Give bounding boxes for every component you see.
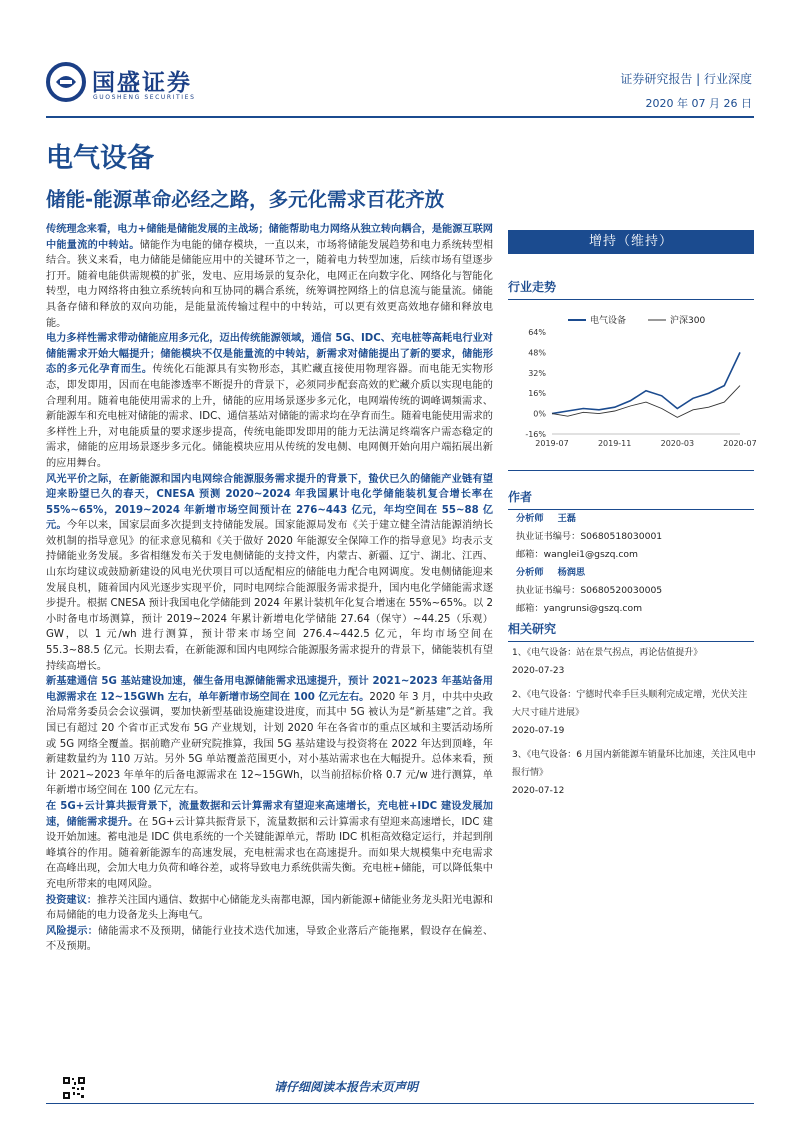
- author-name: 王磊: [557, 513, 576, 524]
- cert-label: 执业证书编号：: [516, 585, 581, 596]
- rating-badge: 增持（维持）: [508, 230, 754, 254]
- cert-number: S0680518030001: [580, 531, 663, 542]
- cert-number: S0680520030005: [580, 585, 663, 596]
- y-tick-label: 16%: [528, 389, 546, 399]
- body-paragraph: [46, 331, 493, 471]
- paragraph-lead: 传统理念来看，电力+储能是储能发展的主战场；储能帮助电力网络从独立转向耦合，是能源互联网中能量流的中转站。: [46, 224, 493, 251]
- author-email: [516, 600, 756, 618]
- related-item-title: 3、《电气设备：6 月国内新能源车销量环比加速，关注风电中报行情》: [512, 750, 756, 778]
- main-body: [46, 222, 493, 955]
- email-address: wanglei1@gszq.com: [543, 549, 638, 560]
- body-paragraph: [46, 674, 493, 799]
- related-item[interactable]: [512, 686, 756, 740]
- brand-name-en: GUOSHENG SECURITIES: [93, 94, 196, 101]
- industry-trend-chart: [508, 302, 758, 462]
- brand-name: 国盛证券: [92, 70, 192, 96]
- author-row: [516, 564, 756, 582]
- legend-label: 沪深300: [670, 316, 706, 326]
- email-label: 邮箱：: [516, 549, 544, 560]
- related-item-title: 2、《电气设备：宁德时代牵手巨头顺利完成定增，光伏关注大尺寸硅片进展》: [512, 690, 748, 718]
- paragraph-body: 在 5G+云计算共振背景下，流量数据和云计算需求有望迎来高速增长，IDC 建设开始加速。蓄电池是 IDC 供电系统的一个关键能源单元，帮助 IDC 机柜高效稳定运行，并起到削峰填谷的作用。随着新能源车的高速发展，充电桩需求也在高速提升。而如果大规模集中充电需求在高峰出现，会加大电力负荷和峰谷差，或将导致电力系统供需失衡。充电桩+储能，可以降低集中充电所带来的电网风险。: [46, 816, 493, 890]
- paragraph-lead: 投资建议：: [46, 894, 97, 906]
- author-role: 分析师: [516, 513, 544, 524]
- body-paragraph: [46, 472, 493, 675]
- chart-divider: [508, 470, 754, 471]
- paragraph-body: 今年以来，国家层面多次提到支持储能发展。国家能源局发布《关于建立健全清洁能源消纳长效机制的指导意见》的征求意见稿和《关于做好 2020 年能源安全保障工作的指导意见》均表示支持储能业务发展。多省相继发布关于发电侧储能的支持文件，内蒙古、新疆、辽宁、湖北、江西、山东均建议或鼓励新建设的风电光伏项目可以适配相应的储能电力配合电网调度。发电侧储能迎来发展良机，随着国内风光逐步实现平价，同时电网综合能源服务需求提升，国内电化学储能需求逐步提升。根据 CNESA 预计我国电化学储能到 2024 年累计装机年化复合增速在 55%~65%。以 2 小时备电市场测算，预计 2019~2024 年累计新增电化学储能 27.64（保守）~44.25（乐观）GW，以 1 元/wh 进行测算，预计带来市场空间 276.4~442.5 亿元，年均市场空间在 55.3~88.5 亿元。长期去看，在新能源和国内电网综合能源服务需求提升的背景下，储能装机有望持续高增长。: [46, 520, 494, 672]
- y-tick-label: 0%: [533, 409, 546, 419]
- paragraph-lead: 新基建通信 5G 基站建设加速，催生备用电源储能需求迅速提升，预计 2021~2023 年基站备用电源需求在 12~15GWh 左右，单年新增市场空间在 100 亿元左右。: [46, 676, 493, 703]
- related-title: 相关研究: [508, 620, 754, 642]
- legend-label: 电气设备: [590, 316, 627, 326]
- x-tick-label: 2019-07: [535, 439, 569, 448]
- email-label: 邮箱：: [516, 603, 544, 614]
- paragraph-lead: 在 5G+云计算共振背景下，流量数据和云计算需求有望迎来高速增长，充电桩+IDC 建设发展加速，储能需求提升。: [46, 800, 493, 828]
- author-email: [516, 546, 756, 564]
- x-tick-label: 2019-11: [597, 439, 632, 448]
- cert-label: 执业证书编号：: [516, 531, 581, 542]
- authors-title: 作者: [508, 488, 754, 510]
- author-cert: [516, 528, 756, 546]
- related-research: [512, 644, 756, 806]
- x-tick-label: 2020-03: [660, 439, 695, 448]
- paragraph-body: 储能作为电能的储存模块，一直以来，市场将储能发展趋势和电力系统转型相结合。狭义来看，电力储能是储能应用中的关键环节之一，随着电力转型加速，后续市场有望逐步打开。随着电能供需规模的扩张，发电、应用场景的复杂化，电网正在向数字化、网络化与智能化转型，电力网络将由独立系统转向和互协同的耦合系统，统筹调控网络上的信息流与能量流。储能具备存储和释放的双向功能，是能量流传输过程中的中转站，可以更有效更高效地存储和释放电能。: [46, 239, 494, 329]
- brand-logo: [46, 62, 246, 108]
- related-item-date: 2020-07-12: [512, 786, 565, 796]
- email-address: yangrunsi@gszq.com: [543, 603, 643, 614]
- footer-disclaimer: 请仔细阅读本报告末页声明: [274, 1080, 419, 1094]
- x-tick-label: 2020-07: [723, 439, 757, 448]
- qr-code-icon: [62, 1076, 86, 1100]
- body-paragraph: [46, 924, 493, 955]
- related-item-date: 2020-07-23: [512, 666, 565, 676]
- author-cert: [516, 582, 756, 600]
- author-name: 杨润思: [557, 567, 586, 578]
- report-meta: [620, 70, 752, 111]
- paragraph-lead: 风险提示：: [46, 925, 99, 937]
- body-paragraph: [46, 222, 493, 331]
- y-tick-label: 32%: [528, 368, 546, 378]
- author-row: [516, 510, 756, 528]
- sector-title: 电气设备: [46, 143, 154, 174]
- report-headline: 储能-能源革命必经之路，多元化需求百花齐放: [46, 188, 445, 211]
- authors-block: [516, 510, 756, 618]
- y-tick-label: -16%: [525, 430, 546, 439]
- related-item[interactable]: [512, 746, 756, 800]
- paragraph-body: 传统化石能源具有实物形态，其贮藏直接使用物理容器。而电能无实物形态，即发即用，因而在电能渗透率不断提升的背景下，必须同步配套高效的贮藏介质以实现电能的合理利用。随着电能使用需求的上升，储能的应用场景逐步多元化，电网端传统的调峰调频需求、新能源车和充电桩对储能的需求、IDC、通信基站对储能的需求均在孕育而生。随着电能使用需求的多样性上升，对电能质量的要求逐步提高，传统电能即发即用的能力无法满足终端客户需态稳定的需求，储能的应用场景逐步多元化。储能模块应用从传统的发电侧、电网侧开始向用户端拓展出新的应用舞台。: [46, 364, 494, 469]
- guosheng-logo-icon: [46, 62, 86, 102]
- report-type: 证券研究报告 | 行业深度: [620, 72, 752, 86]
- series-line-0: [552, 352, 740, 413]
- body-paragraph: [46, 893, 493, 924]
- y-tick-label: 64%: [528, 328, 546, 337]
- y-tick-label: 48%: [528, 348, 546, 358]
- paragraph-lead: 风光平价之际，在新能源和国内电网综合能源服务需求提升的背景下，蛰伏已久的储能产业链有望迎来盼望已久的春天，CNESA 预测 2020~2024 年我国累计电化学储能装机复合增长率在 55%~65%，2019~2024 年新增市场空间预计在 276~443 亿元，年均空间在 55~88 亿元。: [46, 473, 493, 532]
- report-date: 2020 年 07 月 26 日: [645, 97, 752, 110]
- related-item[interactable]: [512, 644, 756, 680]
- paragraph-lead: 电力多样性需求带动储能应用多元化，迈出传统能源领域，通信 5G、IDC、充电桩等高耗电行业对储能需求开始大幅提升；储能模块不仅是能量流的中转站，新需求对储能提出了新的要求，储能形态的多元化孕育而生。: [46, 333, 493, 376]
- related-item-date: 2020-07-19: [512, 726, 565, 736]
- author-role: 分析师: [516, 567, 544, 578]
- footer-divider: [46, 1103, 754, 1104]
- header-divider: [46, 116, 754, 118]
- body-paragraph: [46, 799, 493, 893]
- paragraph-body: 2020 年 3 月，中共中央政治局常务委员会会议强调，要加快新型基础设施建设进度，而其中 5G 被认为是“新基建”之首。我国已有超过 20 个省市正式发布 5G 产业规划，计划 2020 年在各省市的重点区域和主要活动场所或 5G 网络全覆盖。据前瞻产业研究院推算，我国 5G 基站建设与投资将在 2022 年达到顶峰，年新建数量约为 110 万站。另外 5G 单站覆盖范围更小，对小基站需求也在大幅提升。总体来看，预计 2021~2023 年单年的后备电源需求在 12~15GWh，以当前招标价格 0.7 元/w 进行测算，单年新增市场空间在 100 亿元左右。: [46, 691, 493, 797]
- trend-title: 行业走势: [508, 278, 754, 300]
- related-item-title: 1、《电气设备：站在景气拐点，再论估值提升》: [512, 648, 703, 658]
- paragraph-body: 推荐关注国内通信、数据中心储能龙头南都电源，国内新能源+储能业务龙头阳光电源和布局储能的电力设备龙头上海电气。: [46, 894, 493, 922]
- paragraph-body: 储能需求不及预期，储能行业技术迭代加速，导致企业落后产能拖累，假设存在偏差、不及预期。: [46, 925, 494, 953]
